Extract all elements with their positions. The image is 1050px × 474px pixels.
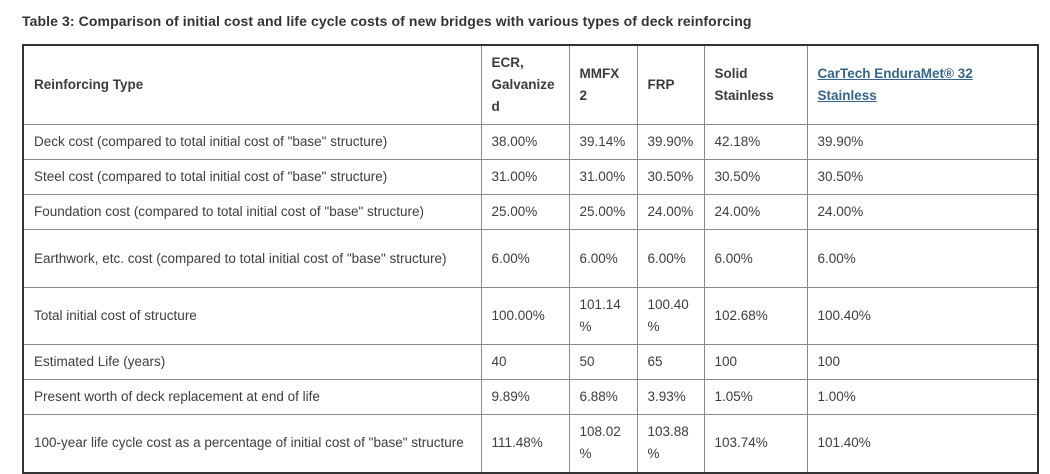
cell-value: 6.00% [481,230,569,288]
cell-value: 42.18% [704,125,807,160]
table-row [23,160,1038,195]
column-header-ecr-galvanized: ECR, Galvanized [481,45,569,125]
cell-value: 100.40% [637,288,704,345]
cell-value: 3.93% [637,380,704,415]
column-header-frp: FRP [637,45,704,125]
table-row [23,230,1038,288]
cell-value: 6.88% [569,380,637,415]
table-row [23,288,1038,345]
row-label: Deck cost (compared to total initial cost of "base" structure) [23,125,481,160]
cell-value: 102.68% [704,288,807,345]
cell-value: 6.00% [704,230,807,288]
cell-value: 24.00% [637,195,704,230]
cell-value: 1.05% [704,380,807,415]
cartech-enduramet-link[interactable]: CarTech EnduraMet® 32 Stainless [817,66,973,103]
cell-value: 111.48% [481,415,569,473]
row-label: Present worth of deck replacement at end of life [23,380,481,415]
column-header-mmfx-2: MMFX 2 [569,45,637,125]
cell-value: 39.14% [569,125,637,160]
cell-value: 100 [704,345,807,380]
cell-value: 9.89% [481,380,569,415]
table-row [23,195,1038,230]
cell-value: 100.00% [481,288,569,345]
cell-value: 25.00% [481,195,569,230]
table-row [23,415,1038,473]
table-row [23,125,1038,160]
cell-value: 39.90% [637,125,704,160]
header-row [23,45,1038,125]
cell-value: 31.00% [569,160,637,195]
cell-value: 6.00% [569,230,637,288]
column-header-reinforcing-type: Reinforcing Type [23,45,481,125]
column-header-cartech-enduramet [807,45,1038,125]
cell-value: 6.00% [807,230,1038,288]
row-label: Steel cost (compared to total initial cost of "base" structure) [23,160,481,195]
cell-value: 40 [481,345,569,380]
cell-value: 30.50% [807,160,1038,195]
cell-value: 1.00% [807,380,1038,415]
cell-value: 25.00% [569,195,637,230]
row-label: 100-year life cycle cost as a percentage of initial cost of "base" structure [23,415,481,473]
cell-value: 101.40% [807,415,1038,473]
table-row [23,345,1038,380]
row-label: Foundation cost (compared to total initial cost of "base" structure) [23,195,481,230]
cell-value: 50 [569,345,637,380]
table-caption: Table 3: Comparison of initial cost and life cycle costs of new bridges with various types of deck reinforcing [22,13,752,29]
row-label: Total initial cost of structure [23,288,481,345]
cell-value: 101.14% [569,288,637,345]
cell-value: 65 [637,345,704,380]
cell-value: 103.74% [704,415,807,473]
cell-value: 103.88% [637,415,704,473]
row-label: Earthwork, etc. cost (compared to total initial cost of "base" structure) [23,230,481,288]
column-header-solid-stainless: Solid Stainless [704,45,807,125]
cost-comparison-table [22,44,1039,474]
cell-value: 6.00% [637,230,704,288]
cell-value: 100.40% [807,288,1038,345]
cell-value: 30.50% [637,160,704,195]
row-label: Estimated Life (years) [23,345,481,380]
cell-value: 38.00% [481,125,569,160]
cell-value: 31.00% [481,160,569,195]
cell-value: 100 [807,345,1038,380]
cell-value: 108.02% [569,415,637,473]
cell-value: 30.50% [704,160,807,195]
table-row [23,380,1038,415]
cell-value: 39.90% [807,125,1038,160]
cell-value: 24.00% [704,195,807,230]
cell-value: 24.00% [807,195,1038,230]
